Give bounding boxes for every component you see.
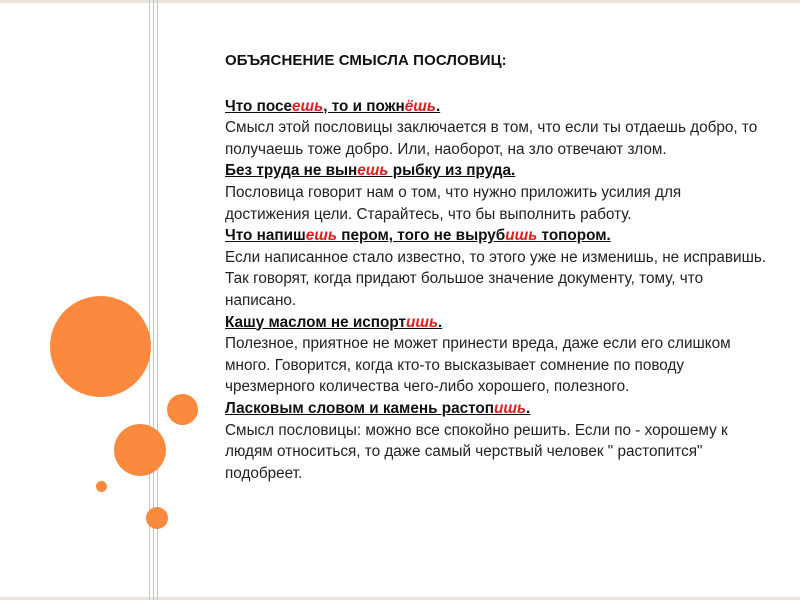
decorative-circle-medium [114, 424, 166, 476]
proverb-ending-highlight: ешь [357, 162, 389, 180]
proverb-block [225, 160, 770, 225]
decorative-circle-large [50, 296, 151, 397]
proverb-text: . [438, 313, 443, 331]
proverb-ending-highlight: ёшь [404, 97, 436, 115]
proverb-explanation: Смысл пословицы: можно все спокойно решить. Если по - хорошему к людям относиться, то даже самый черствый человек " растопится" подобреет. [225, 421, 728, 482]
proverb-explanation: Пословица говорит нам о том, что нужно приложить усилия для достижения цели. Старайтесь, что бы выполнить работу. [225, 183, 682, 223]
proverb-text: . [526, 399, 531, 417]
proverb-text: рыбку из пруда. [388, 162, 516, 180]
proverb-text: Что посе [225, 97, 293, 115]
proverb-block [225, 398, 770, 484]
proverb-text: . [435, 97, 441, 115]
slide-title: ОБЪЯСНЕНИЕ СМЫСЛА ПОСЛОВИЦ: [225, 52, 507, 69]
proverb-heading [225, 160, 770, 182]
proverb-text: , то и пожн [323, 97, 405, 115]
proverb-heading [225, 96, 770, 118]
proverb-text: Кашу маслом не испорт [225, 313, 407, 331]
proverb-ending-highlight: ешь [292, 97, 324, 115]
proverb-ending-highlight: ешь [305, 227, 337, 245]
proverb-ending-highlight: ишь [505, 227, 538, 245]
proverb-text: Без труда не вын [225, 162, 358, 180]
top-border [0, 0, 800, 3]
proverb-text: Что напиш [225, 227, 306, 245]
proverb-heading [225, 225, 770, 247]
proverb-explanation: Полезное, приятное не может принести вреда, даже если его слишком много. Говорится, когда кто-то высказывает сомнение по поводу чрезмерного количества чего-либо хорошего, полезного. [225, 335, 731, 396]
decorative-circle-small [146, 507, 168, 529]
proverb-block [225, 225, 770, 311]
proverb-text: топором. [537, 227, 611, 245]
proverb-text: Ласковым словом и камень растоп [225, 399, 495, 417]
decorative-circle-tiny [96, 481, 107, 492]
decorative-circle-medium [167, 394, 198, 425]
proverb-ending-highlight: ишь [494, 399, 527, 417]
proverb-explanation: Смысл этой пословицы заключается в том, что если ты отдаешь добро, то получаешь тоже добро. Или, наоборот, на зло отвечают злом. [225, 119, 758, 158]
proverb-text: пером, того не выруб [336, 227, 506, 245]
proverb-heading [225, 312, 770, 334]
proverb-ending-highlight: ишь [406, 313, 439, 331]
proverb-block [225, 96, 770, 161]
slide-content [225, 50, 770, 484]
proverb-explanation: Если написанное стало известно, то этого уже не изменишь, не исправишь. Так говорят, когда придают большое значение документу, тому, что написано. [225, 248, 767, 309]
proverb-heading [225, 398, 770, 420]
proverb-block [225, 312, 770, 398]
